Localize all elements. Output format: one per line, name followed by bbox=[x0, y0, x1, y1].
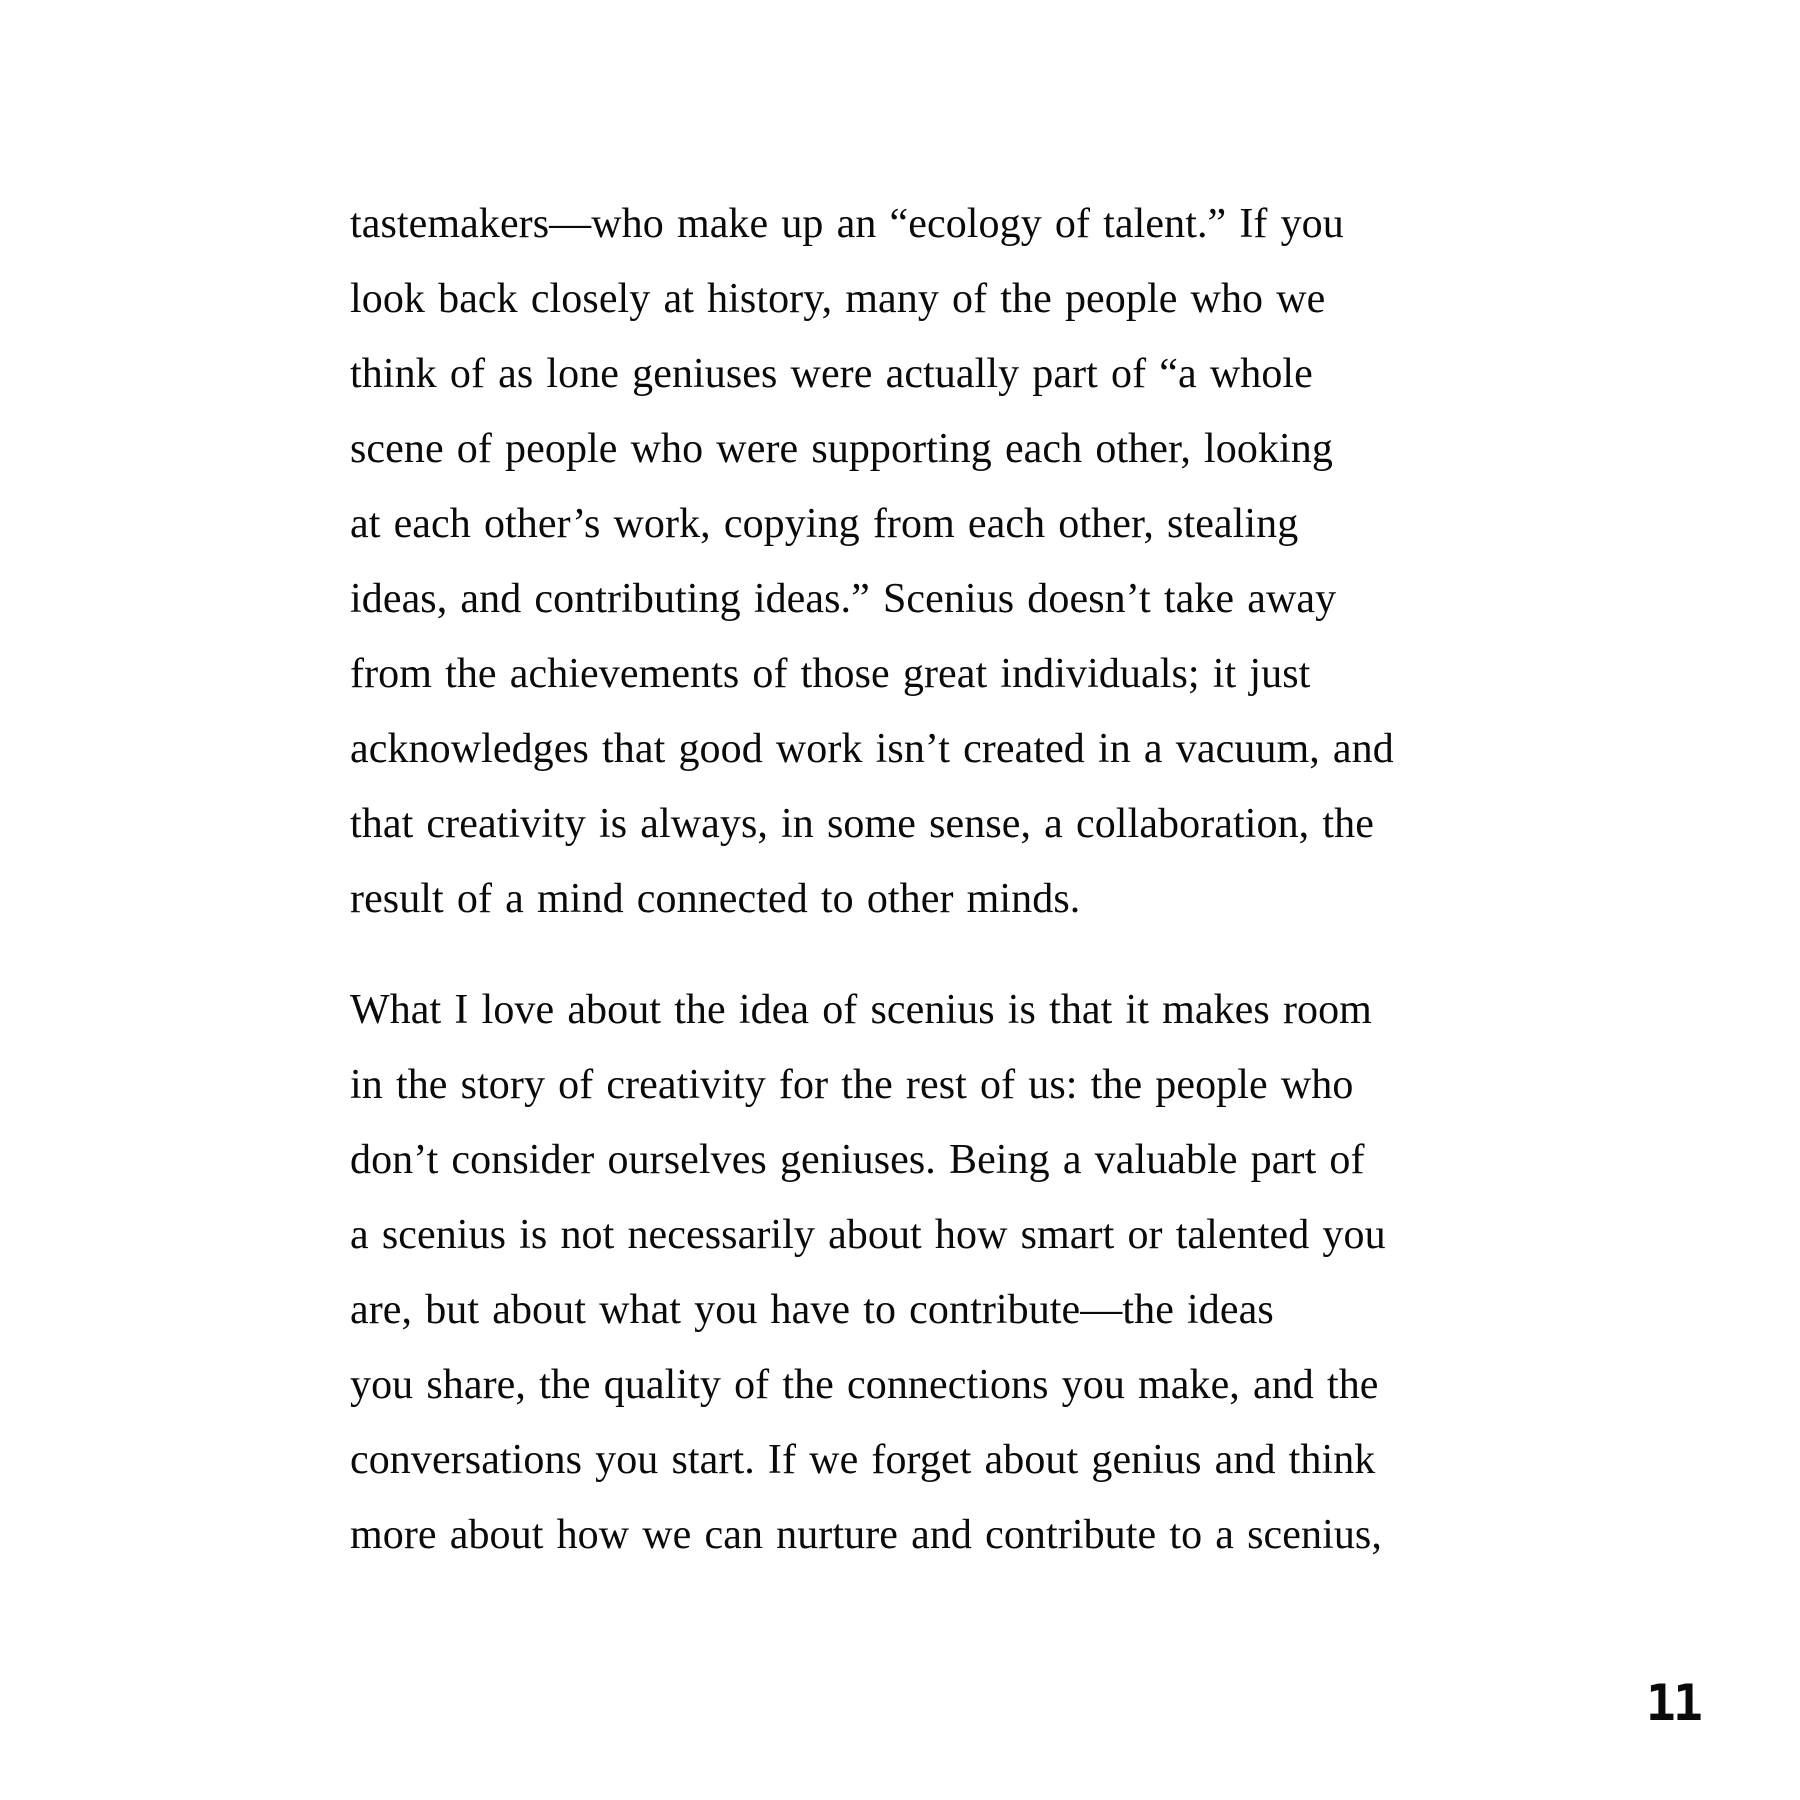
text-line: look back closely at history, many of the people who we bbox=[350, 276, 1326, 322]
text-line: think of as lone geniuses were actually part of “a whole bbox=[350, 351, 1313, 397]
text-line: don’t consider ourselves geniuses. Being a valuable part of bbox=[350, 1137, 1365, 1183]
text-line: more about how we can nurture and contribute to a scenius, bbox=[350, 1512, 1382, 1558]
paragraph bbox=[350, 973, 1520, 1573]
text-line: in the story of creativity for the rest of us: the people who bbox=[350, 1062, 1354, 1108]
text-line: at each other’s work, copying from each other, stealing bbox=[350, 501, 1299, 547]
text-line: scene of people who were supporting each other, looking bbox=[350, 426, 1333, 472]
page-number: 11 bbox=[1645, 1674, 1700, 1732]
text-line: a scenius is not necessarily about how smart or talented you bbox=[350, 1212, 1386, 1258]
text-line: tastemakers—who make up an “ecology of talent.” If you bbox=[350, 201, 1344, 247]
text-line: acknowledges that good work isn’t created in a vacuum, and bbox=[350, 726, 1394, 772]
text-line: you share, the quality of the connections you make, and the bbox=[350, 1362, 1379, 1408]
text-line: ideas, and contributing ideas.” Scenius doesn’t take away bbox=[350, 576, 1337, 622]
text-line: What I love about the idea of scenius is that it makes room bbox=[350, 987, 1372, 1033]
text-line: are, but about what you have to contribute—the ideas bbox=[350, 1287, 1274, 1333]
text-line: result of a mind connected to other minds. bbox=[350, 876, 1081, 922]
text-line: from the achievements of those great individuals; it just bbox=[350, 651, 1311, 697]
body-text-block bbox=[350, 187, 1520, 1573]
text-line: conversations you start. If we forget about genius and think bbox=[350, 1437, 1376, 1483]
text-line: that creativity is always, in some sense, a collaboration, the bbox=[350, 801, 1374, 847]
paragraph bbox=[350, 187, 1520, 937]
